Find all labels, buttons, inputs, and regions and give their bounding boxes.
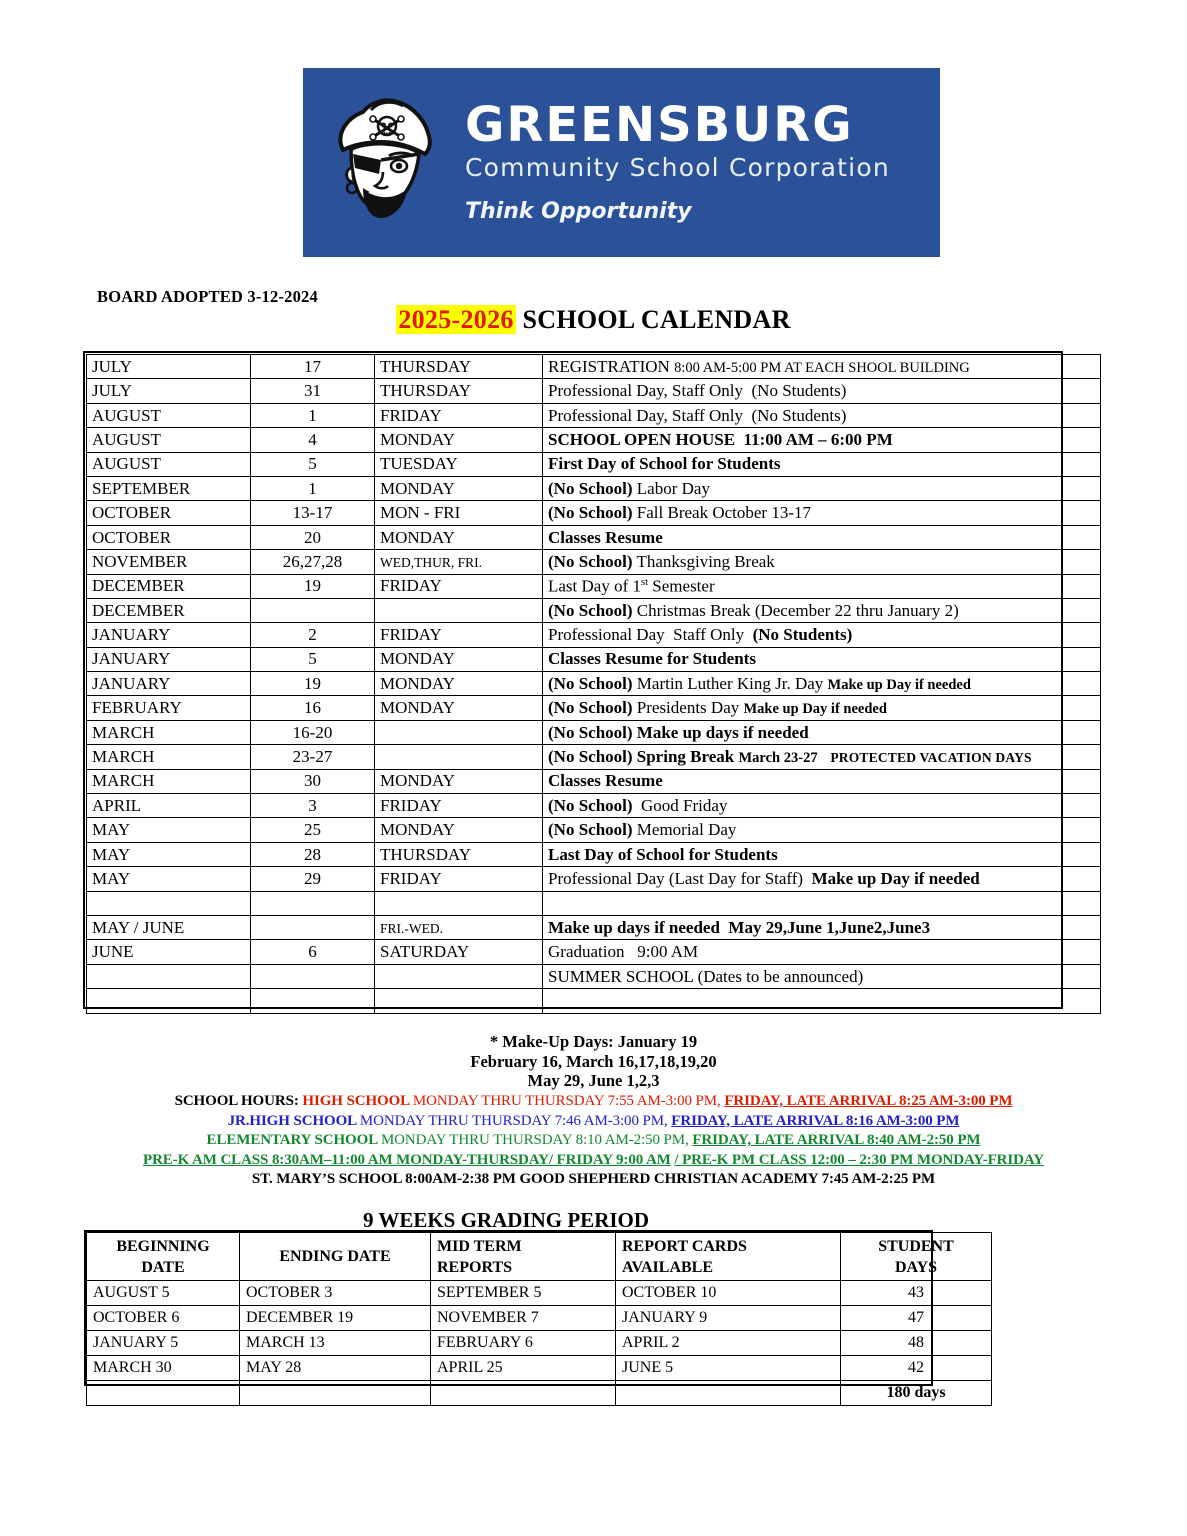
grading-total-days: 180 days	[841, 1381, 992, 1406]
calendar-cell-description: Professional Day Staff Only (No Students)	[543, 623, 1101, 647]
calendar-cell-day: 1	[251, 476, 375, 500]
calendar-cell-day: 5	[251, 452, 375, 476]
calendar-cell-month: MARCH	[87, 745, 251, 769]
calendar-cell-month: DECEMBER	[87, 598, 251, 622]
calendar-row	[87, 891, 1101, 915]
calendar-cell-month: SEPTEMBER	[87, 476, 251, 500]
calendar-cell-weekday	[375, 720, 543, 744]
school-hours-row-elementary	[0, 1131, 1187, 1151]
grading-cell: OCTOBER 6	[87, 1306, 240, 1331]
calendar-cell-day	[251, 964, 375, 988]
calendar-cell-day: 23-27	[251, 745, 375, 769]
grading-cell: 42	[841, 1356, 992, 1381]
calendar-row	[87, 745, 1101, 769]
calendar-cell-weekday: THURSDAY	[375, 355, 543, 379]
calendar-row	[87, 672, 1101, 696]
calendar-cell-day: 13-17	[251, 501, 375, 525]
calendar-cell-month	[87, 989, 251, 1013]
calendar-cell-day: 3	[251, 794, 375, 818]
grading-row	[87, 1281, 992, 1306]
calendar-cell-month: JANUARY	[87, 623, 251, 647]
calendar-cell-month: JUNE	[87, 940, 251, 964]
calendar-cell-day: 5	[251, 647, 375, 671]
calendar-cell-description: Last Day of School for Students	[543, 842, 1101, 866]
calendar-row	[87, 769, 1101, 793]
grading-cell: OCTOBER 3	[240, 1281, 431, 1306]
calendar-cell-day	[251, 915, 375, 939]
calendar-row	[87, 550, 1101, 574]
school-hours-friday-high: FRIDAY, LATE ARRIVAL 8:25 AM-3:00 PM	[724, 1093, 1013, 1109]
school-hours-school-jrhigh: JR.HIGH SCHOOL	[227, 1112, 357, 1129]
calendar-cell-description: SUMMER SCHOOL (Dates to be announced)	[543, 964, 1101, 988]
calendar-cell-day: 28	[251, 842, 375, 866]
grading-cell: SEPTEMBER 5	[431, 1281, 616, 1306]
calendar-cell-weekday	[375, 745, 543, 769]
calendar-cell-weekday: MONDAY	[375, 769, 543, 793]
calendar-cell-weekday: MONDAY	[375, 525, 543, 549]
calendar-cell-description: (No School) Spring Break March 23-27 PROTECTED VACATION DAYS	[543, 745, 1101, 769]
calendar-cell-month: MAY	[87, 818, 251, 842]
school-hours-detail-elementary: MONDAY THRU THURSDAY 8:10 AM-2:50 PM,	[380, 1132, 689, 1148]
district-logo-banner	[303, 68, 940, 257]
calendar-cell-month: MAY	[87, 842, 251, 866]
calendar-row	[87, 428, 1101, 452]
calendar-cell-month: MARCH	[87, 769, 251, 793]
calendar-cell-month	[87, 964, 251, 988]
pirate-mascot-icon	[325, 88, 445, 238]
calendar-cell-day: 2	[251, 623, 375, 647]
grading-cell	[87, 1381, 240, 1406]
grading-header-cell: BEGINNING DATE	[87, 1233, 240, 1281]
calendar-row	[87, 867, 1101, 891]
calendar-cell-description: (No School) Fall Break October 13-17	[543, 501, 1101, 525]
grading-cell	[616, 1381, 841, 1406]
school-hours-block	[0, 1092, 1187, 1190]
grading-header-cell: STUDENT DAYS	[841, 1233, 992, 1281]
calendar-cell-weekday: FRI.-WED.	[375, 915, 543, 939]
calendar-cell-description: Last Day of 1st Semester	[543, 574, 1101, 598]
calendar-cell-weekday	[375, 598, 543, 622]
calendar-cell-month: APRIL	[87, 794, 251, 818]
logo-tagline: Think Opportunity	[465, 199, 692, 224]
calendar-cell-day: 29	[251, 867, 375, 891]
calendar-cell-day: 16	[251, 696, 375, 720]
calendar-cell-month: MARCH	[87, 720, 251, 744]
calendar-cell-weekday: MONDAY	[375, 672, 543, 696]
calendar-row	[87, 647, 1101, 671]
calendar-cell-day: 25	[251, 818, 375, 842]
calendar-row	[87, 476, 1101, 500]
calendar-cell-description: (No School) Labor Day	[543, 476, 1101, 500]
calendar-cell-description	[543, 891, 1101, 915]
calendar-row	[87, 842, 1101, 866]
calendar-cell-description: Classes Resume	[543, 769, 1101, 793]
calendar-row	[87, 794, 1101, 818]
grading-cell: APRIL 2	[616, 1331, 841, 1356]
grading-header-cell: ENDING DATE	[240, 1233, 431, 1281]
grading-cell: OCTOBER 10	[616, 1281, 841, 1306]
title-label	[516, 305, 523, 334]
makeup-line: February 16, March 16,17,18,19,20	[470, 1051, 717, 1071]
calendar-cell-description: (No School) Memorial Day	[543, 818, 1101, 842]
grading-cell: 47	[841, 1306, 992, 1331]
makeup-line: * Make-Up Days: January 19	[489, 1032, 698, 1051]
calendar-cell-weekday: THURSDAY	[375, 842, 543, 866]
calendar-cell-month	[87, 891, 251, 915]
calendar-cell-day: 6	[251, 940, 375, 964]
calendar-cell-weekday: MONDAY	[375, 428, 543, 452]
calendar-cell-description: First Day of School for Students	[543, 452, 1101, 476]
grading-cell: MARCH 30	[87, 1356, 240, 1381]
calendar-cell-month: MAY	[87, 867, 251, 891]
calendar-row	[87, 940, 1101, 964]
calendar-row	[87, 355, 1101, 379]
calendar-cell-weekday: SATURDAY	[375, 940, 543, 964]
calendar-cell-day: 20	[251, 525, 375, 549]
calendar-row	[87, 818, 1101, 842]
calendar-cell-day: 26,27,28	[251, 550, 375, 574]
calendar-cell-weekday: MONDAY	[375, 818, 543, 842]
calendar-cell-month: JULY	[87, 379, 251, 403]
calendar-row	[87, 452, 1101, 476]
school-hours-detail-high: MONDAY THRU THURSDAY 7:55 AM-3:00 PM,	[412, 1093, 721, 1109]
board-adopted-note: BOARD ADOPTED 3-12-2024	[97, 287, 318, 306]
calendar-cell-description: Professional Day (Last Day for Staff) Make up Day if needed	[543, 867, 1101, 891]
calendar-cell-weekday: FRIDAY	[375, 574, 543, 598]
grading-row	[87, 1306, 992, 1331]
calendar-row	[87, 696, 1101, 720]
calendar-row	[87, 964, 1101, 988]
calendar-cell-month: OCTOBER	[87, 501, 251, 525]
school-hours-school-elementary: ELEMENTARY SCHOOL	[206, 1132, 378, 1148]
logo-district-name: GREENSBURG	[465, 96, 854, 153]
grading-cell: APRIL 25	[431, 1356, 616, 1381]
grading-cell: MAY 28	[240, 1356, 431, 1381]
grading-cell: DECEMBER 19	[240, 1306, 431, 1331]
grading-row	[87, 1331, 992, 1356]
calendar-cell-day: 16-20	[251, 720, 375, 744]
calendar-cell-day: 31	[251, 379, 375, 403]
grading-row	[87, 1356, 992, 1381]
calendar-cell-description: Professional Day, Staff Only (No Students)	[543, 403, 1101, 427]
calendar-row	[87, 720, 1101, 744]
calendar-row	[87, 574, 1101, 598]
calendar-row	[87, 501, 1101, 525]
calendar-cell-description: Classes Resume for Students	[543, 647, 1101, 671]
school-hours-friday-jrhigh: FRIDAY, LATE ARRIVAL 8:16 AM-3:00 PM	[671, 1112, 960, 1129]
calendar-row	[87, 989, 1101, 1013]
grading-cell: AUGUST 5	[87, 1281, 240, 1306]
calendar-cell-day	[251, 891, 375, 915]
calendar-cell-day	[251, 989, 375, 1013]
calendar-cell-description	[543, 989, 1101, 1013]
school-hours-detail-jrhigh: MONDAY THRU THURSDAY 7:46 AM-3:00 PM,	[359, 1112, 668, 1129]
calendar-cell-weekday	[375, 989, 543, 1013]
school-hours-label: SCHOOL HOURS:	[174, 1093, 299, 1109]
calendar-cell-weekday: FRIDAY	[375, 867, 543, 891]
calendar-cell-weekday: MONDAY	[375, 696, 543, 720]
grading-cell: JUNE 5	[616, 1356, 841, 1381]
calendar-row	[87, 598, 1101, 622]
calendar-cell-day: 30	[251, 769, 375, 793]
calendar-cell-description: (No School) Martin Luther King Jr. Day Make up Day if needed	[543, 672, 1101, 696]
grading-header-row	[87, 1233, 992, 1281]
school-hours-row-jrhigh	[0, 1112, 1187, 1132]
grading-cell	[431, 1381, 616, 1406]
calendar-cell-weekday: FRIDAY	[375, 403, 543, 427]
calendar-cell-weekday: WED,THUR, FRI.	[375, 550, 543, 574]
logo-subtitle: Community School Corporation	[465, 153, 890, 182]
grading-cell: 48	[841, 1331, 992, 1356]
school-hours-friday-elementary: FRIDAY, LATE ARRIVAL 8:40 AM-2:50 PM	[692, 1132, 981, 1148]
prek-pm-hours: / PRE-K PM CLASS 12:00 – 2:30 PM MONDAY-FRIDAY	[674, 1151, 1044, 1168]
other-schools-hours: ST. MARY’S SCHOOL 8:00AM-2:38 PM GOOD SHEPHERD CHRISTIAN ACADEMY 7:45 AM-2:25 PM	[251, 1171, 936, 1187]
grading-period-title: 9 WEEKS GRADING PERIOD	[362, 1208, 650, 1232]
grading-total-row	[87, 1381, 992, 1406]
grading-cell: FEBRUARY 6	[431, 1331, 616, 1356]
calendar-cell-month: OCTOBER	[87, 525, 251, 549]
calendar-cell-weekday: MONDAY	[375, 476, 543, 500]
calendar-cell-description: (No School) Christmas Break (December 22 thru January 2)	[543, 598, 1101, 622]
makeup-line: May 29, June 1,2,3	[527, 1071, 660, 1090]
school-hours-row-other	[0, 1170, 1187, 1190]
calendar-cell-day: 19	[251, 574, 375, 598]
school-hours-school-high: HIGH SCHOOL	[302, 1093, 410, 1109]
grading-period-table	[86, 1232, 992, 1406]
calendar-cell-month: AUGUST	[87, 452, 251, 476]
calendar-cell-weekday: MONDAY	[375, 647, 543, 671]
school-hours-row-high	[0, 1092, 1187, 1112]
calendar-cell-weekday: FRIDAY	[375, 623, 543, 647]
calendar-cell-day: 17	[251, 355, 375, 379]
school-calendar-table	[86, 354, 1101, 1014]
calendar-cell-weekday: FRIDAY	[375, 794, 543, 818]
calendar-cell-description: (No School) Presidents Day Make up Day if needed	[543, 696, 1101, 720]
title-school-year: 2025-2026	[398, 305, 514, 334]
calendar-cell-month: NOVEMBER	[87, 550, 251, 574]
calendar-cell-day: 1	[251, 403, 375, 427]
school-hours-row-prek	[0, 1151, 1187, 1171]
page-title	[0, 305, 1187, 335]
grading-cell: 43	[841, 1281, 992, 1306]
calendar-cell-description: (No School) Good Friday	[543, 794, 1101, 818]
grading-header-cell: REPORT CARDS AVAILABLE	[616, 1233, 841, 1281]
calendar-cell-description: Graduation 9:00 AM	[543, 940, 1101, 964]
calendar-cell-month: JULY	[87, 355, 251, 379]
grading-cell	[240, 1381, 431, 1406]
calendar-cell-month: AUGUST	[87, 428, 251, 452]
calendar-cell-day: 19	[251, 672, 375, 696]
grading-header-cell: MID TERM REPORTS	[431, 1233, 616, 1281]
calendar-row	[87, 915, 1101, 939]
prek-am-hours: PRE-K AM CLASS 8:30AM–11:00 AM MONDAY-THURSDAY/ FRIDAY 9:00 AM	[143, 1151, 671, 1168]
calendar-cell-description: Professional Day, Staff Only (No Students)	[543, 379, 1101, 403]
calendar-cell-month: FEBRUARY	[87, 696, 251, 720]
calendar-cell-day	[251, 598, 375, 622]
calendar-cell-month: AUGUST	[87, 403, 251, 427]
grading-cell: NOVEMBER 7	[431, 1306, 616, 1331]
calendar-cell-weekday: TUESDAY	[375, 452, 543, 476]
calendar-cell-weekday	[375, 964, 543, 988]
grading-cell: JANUARY 5	[87, 1331, 240, 1356]
calendar-cell-description: Classes Resume	[543, 525, 1101, 549]
calendar-cell-month: JANUARY	[87, 647, 251, 671]
calendar-cell-description: REGISTRATION 8:00 AM-5:00 PM AT EACH SHOOL BUILDING	[543, 355, 1101, 379]
calendar-cell-description: (No School) Make up days if needed	[543, 720, 1101, 744]
grading-cell: JANUARY 9	[616, 1306, 841, 1331]
calendar-cell-month: DECEMBER	[87, 574, 251, 598]
calendar-row	[87, 379, 1101, 403]
calendar-cell-day: 4	[251, 428, 375, 452]
makeup-days-note	[0, 1032, 1187, 1091]
calendar-row	[87, 525, 1101, 549]
calendar-cell-description: (No School) Thanksgiving Break	[543, 550, 1101, 574]
calendar-cell-weekday: MON - FRI	[375, 501, 543, 525]
calendar-cell-month: JANUARY	[87, 672, 251, 696]
calendar-cell-month: MAY / JUNE	[87, 915, 251, 939]
calendar-cell-weekday: THURSDAY	[375, 379, 543, 403]
calendar-row	[87, 623, 1101, 647]
calendar-cell-description: Make up days if needed May 29,June 1,June2,June3	[543, 915, 1101, 939]
title-rest: SCHOOL CALENDAR	[522, 305, 791, 334]
calendar-cell-weekday	[375, 891, 543, 915]
calendar-cell-description: SCHOOL OPEN HOUSE 11:00 AM – 6:00 PM	[543, 428, 1101, 452]
grading-cell: MARCH 13	[240, 1331, 431, 1356]
calendar-row	[87, 403, 1101, 427]
